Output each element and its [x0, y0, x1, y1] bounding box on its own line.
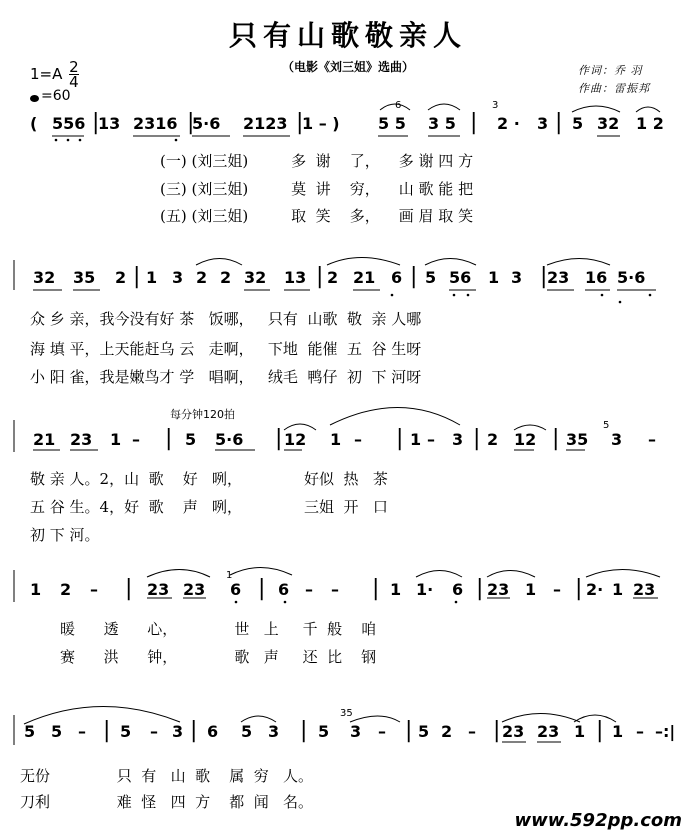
barline: |: [540, 264, 548, 289]
barline: |: [125, 576, 133, 601]
note-group: 3: [511, 268, 523, 287]
note-group: 5: [572, 114, 584, 133]
note-group: 56: [449, 268, 472, 287]
note-group: 5·6: [617, 268, 646, 287]
note-group: 5: [185, 430, 197, 449]
note-group: 2 ·: [497, 114, 520, 133]
barline: |: [476, 576, 484, 601]
note-group: 2: [60, 580, 72, 599]
note-group: 1: [330, 430, 342, 449]
note-group: –: [354, 430, 362, 449]
barline: |: [555, 110, 563, 135]
note-group: 6: [278, 580, 290, 599]
note-group: 5: [120, 722, 132, 741]
note-group: 1: [410, 430, 422, 449]
lyric-line: 初 下 河。: [30, 526, 100, 544]
note-group: 23: [147, 580, 170, 599]
lyric-line: 五 谷 生。4，好 歌 声 咧， 三姐 开 口: [30, 498, 388, 516]
lyric-line: (五) (刘三姐) 取 笑 多， 画 眉 取 笑: [160, 207, 474, 225]
note-group: 32: [597, 114, 620, 133]
svg-text:5: 5: [603, 420, 610, 431]
note-group: 1·: [416, 580, 434, 599]
note-group: –:|: [655, 722, 676, 741]
note-group: (: [30, 114, 38, 133]
lyricist-credit: 作词：乔 羽: [578, 64, 643, 77]
note-group: 35: [566, 430, 589, 449]
note-group: 12: [284, 430, 307, 449]
note-group: –: [648, 430, 656, 449]
song-title: 只有山歌敬亲人: [228, 19, 467, 52]
barline: |: [165, 426, 173, 451]
note-group: 1: [146, 268, 158, 287]
note-group: 32: [33, 268, 56, 287]
barline: |: [316, 264, 324, 289]
key-label: 1=A: [30, 65, 63, 83]
site-watermark: www.592pp.com: [514, 810, 682, 831]
barline: |: [410, 264, 418, 289]
note-group: 23: [537, 722, 560, 741]
lyric-line: 无份 只 有 山 歌 属 穷 人。: [20, 767, 314, 785]
lyric-line: (三) (刘三姐) 莫 讲 穷， 山 歌 能 把: [160, 180, 474, 198]
lyric-line: 小 阳 雀，我是嫩鸟才 学 唱啊， 绒毛 鸭仔 初 下 河呀: [30, 368, 422, 386]
note-group: 1: [612, 580, 624, 599]
note-group: 1: [612, 722, 624, 741]
note-group: –: [90, 580, 98, 599]
note-group: 5·6: [215, 430, 244, 449]
barline: |: [473, 426, 481, 451]
barline: |: [493, 718, 501, 743]
note-group: 35: [73, 268, 96, 287]
note-group: –: [305, 580, 313, 599]
note-group: 23: [183, 580, 206, 599]
lyric-line: 赛 洪 钟， 歌 声 还 比 钢: [60, 648, 377, 666]
note-group: 1 2: [636, 114, 664, 133]
note-group: 1: [488, 268, 500, 287]
note-group: 6: [391, 268, 403, 287]
svg-text:3: 3: [492, 100, 499, 111]
barline: |: [552, 426, 560, 451]
lyric-line: 海 填 平，上天能赶乌 云 走啊， 下地 能催 五 谷 生呀: [30, 340, 422, 358]
note-group: 5·6: [192, 114, 221, 133]
song-subtitle: （电影《刘三姐》选曲）: [281, 60, 414, 74]
barline: |: [187, 110, 195, 135]
note-group: 21: [353, 268, 376, 287]
barline: |: [103, 718, 111, 743]
note-group: 5: [318, 722, 330, 741]
barline: |: [190, 718, 198, 743]
lyric-line: 刀利 难 怪 四 方 都 闻 名。: [20, 793, 314, 811]
lyric-line: 敬 亲 人。2，山 歌 好 咧， 好似 热 茶: [30, 470, 388, 488]
svg-text:1: 1: [226, 570, 233, 581]
note-group: 1: [110, 430, 122, 449]
svg-text:35: 35: [340, 708, 353, 719]
note-group: 2: [487, 430, 499, 449]
barline: |: [405, 718, 413, 743]
note-group: 3: [611, 430, 623, 449]
note-group: 2: [196, 268, 208, 287]
time-denominator: 4: [69, 73, 79, 91]
barline: |: [596, 718, 604, 743]
note-group: 2123: [243, 114, 288, 133]
note-group: –: [132, 430, 140, 449]
note-group: 6: [207, 722, 219, 741]
note-group: –: [150, 722, 158, 741]
note-group: 5: [51, 722, 63, 741]
note-group: 23: [502, 722, 525, 741]
lyric-line: 众 乡 亲，我今没有好 茶 饭哪， 只有 山歌 敬 亲 人哪: [30, 310, 422, 328]
svg-text:6: 6: [395, 100, 402, 111]
composer-credit: 作曲：雷振邦: [578, 82, 650, 95]
tempo-change-marking: 每分钟120拍: [170, 408, 235, 421]
note-group: 6: [452, 580, 464, 599]
barline: |: [470, 110, 478, 135]
note-group: –: [636, 722, 644, 741]
note-group: 1 – ): [302, 114, 340, 133]
note-group: –: [331, 580, 339, 599]
tempo-value: =60: [41, 88, 71, 104]
note-group: 2: [441, 722, 453, 741]
note-group: 5: [241, 722, 253, 741]
note-group: 2·: [586, 580, 604, 599]
note-group: 2: [220, 268, 232, 287]
note-group: 5: [418, 722, 430, 741]
note-group: 32: [244, 268, 267, 287]
barline: |: [258, 576, 266, 601]
barline: |: [275, 426, 283, 451]
note-group: 3 5: [428, 114, 456, 133]
note-group: 2316: [133, 114, 178, 133]
note-group: –: [378, 722, 386, 741]
note-group: 3: [172, 268, 184, 287]
note-group: –: [553, 580, 561, 599]
barline: |: [133, 264, 141, 289]
note-group: 3: [350, 722, 362, 741]
note-group: 23: [487, 580, 510, 599]
note-group: 2: [115, 268, 127, 287]
note-group: –: [78, 722, 86, 741]
barline: |: [575, 576, 583, 601]
note-group: 2: [327, 268, 339, 287]
note-group: 23: [633, 580, 656, 599]
note-group: 3: [172, 722, 184, 741]
note-group: –: [468, 722, 476, 741]
barline: |: [296, 110, 304, 135]
note-group: 13: [284, 268, 307, 287]
lyric-line: (一) (刘三姐) 多 谢 了， 多 谢 四 方: [160, 152, 474, 170]
note-group: 1: [30, 580, 42, 599]
barline: |: [92, 110, 100, 135]
note-group: 1: [390, 580, 402, 599]
note-group: 21: [33, 430, 56, 449]
note-group: 3: [452, 430, 464, 449]
note-group: 5 5: [378, 114, 406, 133]
note-group: 5: [24, 722, 36, 741]
note-group: 1: [525, 580, 537, 599]
lyric-line: 暖 透 心， 世 上 千 般 咱: [60, 620, 377, 638]
note-group: 16: [585, 268, 608, 287]
note-group: 3: [268, 722, 280, 741]
note-group: 5: [425, 268, 437, 287]
note-group: 3: [537, 114, 549, 133]
barline: |: [300, 718, 308, 743]
note-group: 12: [514, 430, 537, 449]
note-group: 13: [98, 114, 121, 133]
note-group: 6: [230, 580, 242, 599]
note-group: 556: [52, 114, 86, 133]
note-group: 23: [547, 268, 570, 287]
note-group: 23: [70, 430, 93, 449]
note-group: 1: [574, 722, 586, 741]
note-group: –: [427, 430, 435, 449]
time-numerator: 2: [69, 58, 79, 76]
barline: |: [372, 576, 380, 601]
barline: |: [396, 426, 404, 451]
